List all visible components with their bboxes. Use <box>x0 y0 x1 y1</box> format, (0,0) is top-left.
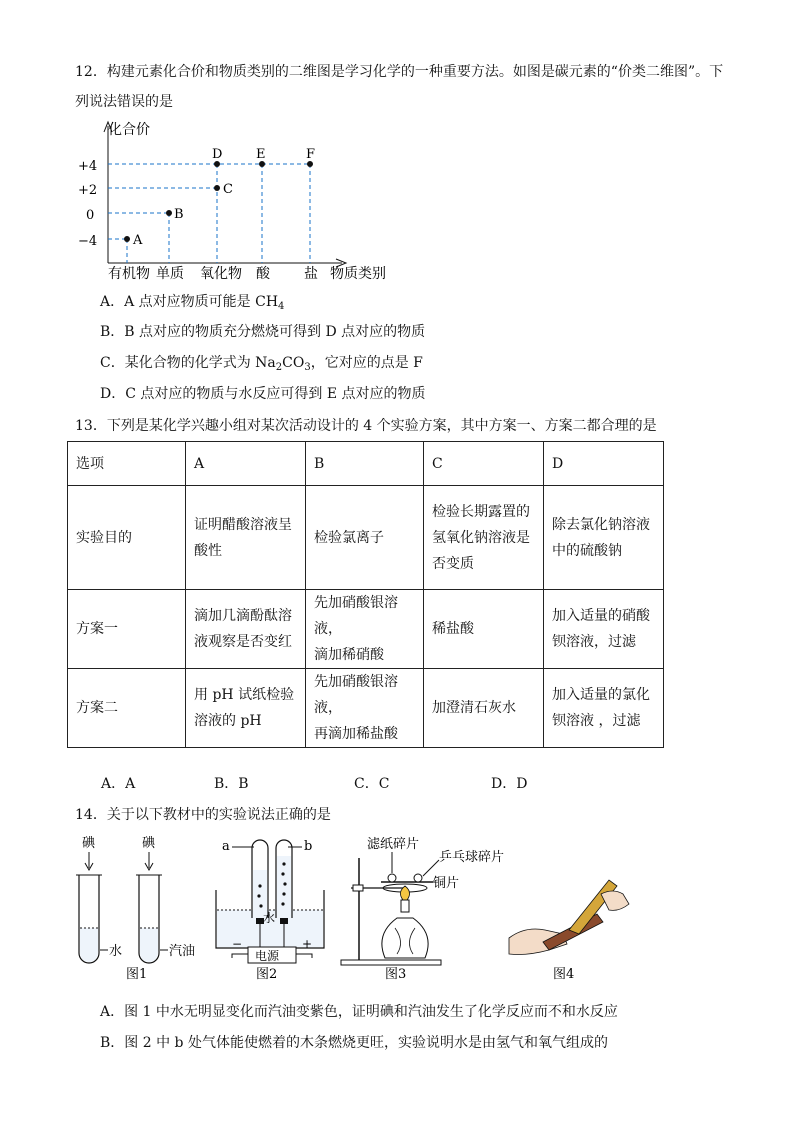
power-supply-label: 电源 <box>255 949 280 963</box>
table-cell: 加澄清石灰水 <box>424 669 544 748</box>
x-tick-label: 酸 <box>256 266 270 282</box>
q14-option-a: A．图 1 中水无明显变化而汽油变紫色，证明碘和汽油发生了化学反应而不和水反应 <box>100 1004 618 1020</box>
x-tick-label: 有机物 <box>108 266 150 282</box>
x-tick-label: 氧化物 <box>200 266 242 282</box>
table-cell: 用 pH 试纸检验 溶液的 pH <box>186 669 306 748</box>
table-cell: 加入适量的硝酸 钡溶液，过滤 <box>544 590 664 669</box>
copper-label: 铜片 <box>433 876 460 891</box>
point-label-D: D <box>212 147 223 162</box>
hand-right <box>601 891 629 910</box>
figure-3-ignition-experiment <box>335 830 525 980</box>
table-row <box>68 669 664 748</box>
table-cell: 检验长期露置的 氢氧化钠溶液是 否变质 <box>424 486 544 590</box>
table-cell: C <box>424 442 544 486</box>
figure-2-caption: 图2 <box>256 967 278 980</box>
x-tick-label: 单质 <box>156 266 184 282</box>
y-tick-label: 0 <box>86 208 95 223</box>
experiment-table <box>67 441 664 748</box>
q13-answer-a: A．A <box>101 776 136 792</box>
point-A <box>124 236 130 242</box>
filter-paper-label: 滤纸碎片 <box>367 837 420 852</box>
table-cell: 除去氯化钠溶液 中的硫酸钠 <box>544 486 664 590</box>
point-label-E: E <box>256 147 266 162</box>
y-axis-title: 化合价 <box>108 122 150 138</box>
tube-b-label: b <box>304 839 313 854</box>
table-cell: 实验目的 <box>68 486 186 590</box>
pingpong-label: 乒乓球碎片 <box>439 850 505 865</box>
figure-4-hand-rubbing <box>505 860 635 980</box>
point-B <box>166 210 172 216</box>
q12-option-d: D．C 点对应的物质与水反应可得到 E 点对应的物质 <box>100 386 426 402</box>
point-label-A: A <box>133 233 143 248</box>
guide-lines <box>108 164 310 263</box>
figure-3-caption: 图3 <box>385 967 407 980</box>
q12-stem-line1: 12．构建元素化合价和物质类别的二维图是学习化学的一种重要方法。如图是碳元素的“价类二维图”。下 <box>75 64 724 80</box>
q13-answer-b: B．B <box>214 776 249 792</box>
q14-stem: 14．关于以下教材中的实验说法正确的是 <box>75 807 331 823</box>
plus-label: + <box>302 937 313 951</box>
water-label: 水 <box>109 944 123 959</box>
y-tick-label: +4 <box>78 159 98 174</box>
q12-stem-line2: 列说法错误的是 <box>75 94 173 110</box>
table-cell: 先加硝酸银溶液， 滴加稀硝酸 <box>306 590 424 669</box>
table-row <box>68 590 664 669</box>
table-cell: 方案一 <box>68 590 186 669</box>
table-cell: D <box>544 442 664 486</box>
table-header-row <box>68 442 664 486</box>
table-cell: 检验氯离子 <box>306 486 424 590</box>
q12-option-c: C．某化合物的化学式为 $Na_2CO_3$，它对应的点是 F <box>100 355 423 373</box>
figure-2-electrolysis <box>212 830 332 980</box>
water-label-fig2: 水 <box>263 911 276 925</box>
table-cell: 选项 <box>68 442 186 486</box>
x-axis-title: 物质类别 <box>330 266 386 282</box>
q13-answer-c: C．C <box>354 776 390 792</box>
table-cell: 加入适量的氯化 钡溶液 ，过滤 <box>544 669 664 748</box>
y-tick-label: +2 <box>78 183 98 198</box>
q14-option-b: B．图 2 中 b 处气体能使燃着的木条燃烧更旺，实验说明水是由氢气和氧气组成的 <box>100 1035 608 1051</box>
q13-stem: 13．下列是某化学兴趣小组对某次活动设计的 4 个实验方案，其中方案一、方案二都合理的是 <box>75 418 657 434</box>
q12-option-a: A．A 点对应物质可能是 $CH_4$ <box>100 294 285 312</box>
point-label-F: F <box>306 147 316 162</box>
y-tick-label: −4 <box>78 234 98 249</box>
point-label-C: C <box>223 182 233 197</box>
table-cell: 证明醋酸溶液呈 酸性 <box>186 486 306 590</box>
table-cell: B <box>306 442 424 486</box>
x-tick-label: 盐 <box>304 266 318 282</box>
figure-1-test-tubes <box>70 830 210 980</box>
figure-4-caption: 图4 <box>553 967 575 980</box>
tube-a-label: a <box>222 839 230 854</box>
point-C <box>214 185 220 191</box>
table-cell: 方案二 <box>68 669 186 748</box>
gasoline-label: 汽油 <box>169 944 196 959</box>
point-label-B: B <box>174 207 184 222</box>
table-row <box>68 486 664 590</box>
minus-label: − <box>232 937 243 951</box>
valence-category-chart <box>60 118 420 288</box>
table-cell: 先加硝酸银溶液， 再滴加稀盐酸 <box>306 669 424 748</box>
table-cell: A <box>186 442 306 486</box>
q12-option-b: B．B 点对应的物质充分燃烧可得到 D 点对应的物质 <box>100 324 426 340</box>
table-cell: 滴加几滴酚酞溶 液观察是否变红 <box>186 590 306 669</box>
iodine-label-2: 碘 <box>142 836 156 851</box>
figure-1-caption: 图1 <box>126 967 148 980</box>
table-cell: 稀盐酸 <box>424 590 544 669</box>
q13-answer-d: D．D <box>491 776 528 792</box>
iodine-label-1: 碘 <box>82 836 96 851</box>
